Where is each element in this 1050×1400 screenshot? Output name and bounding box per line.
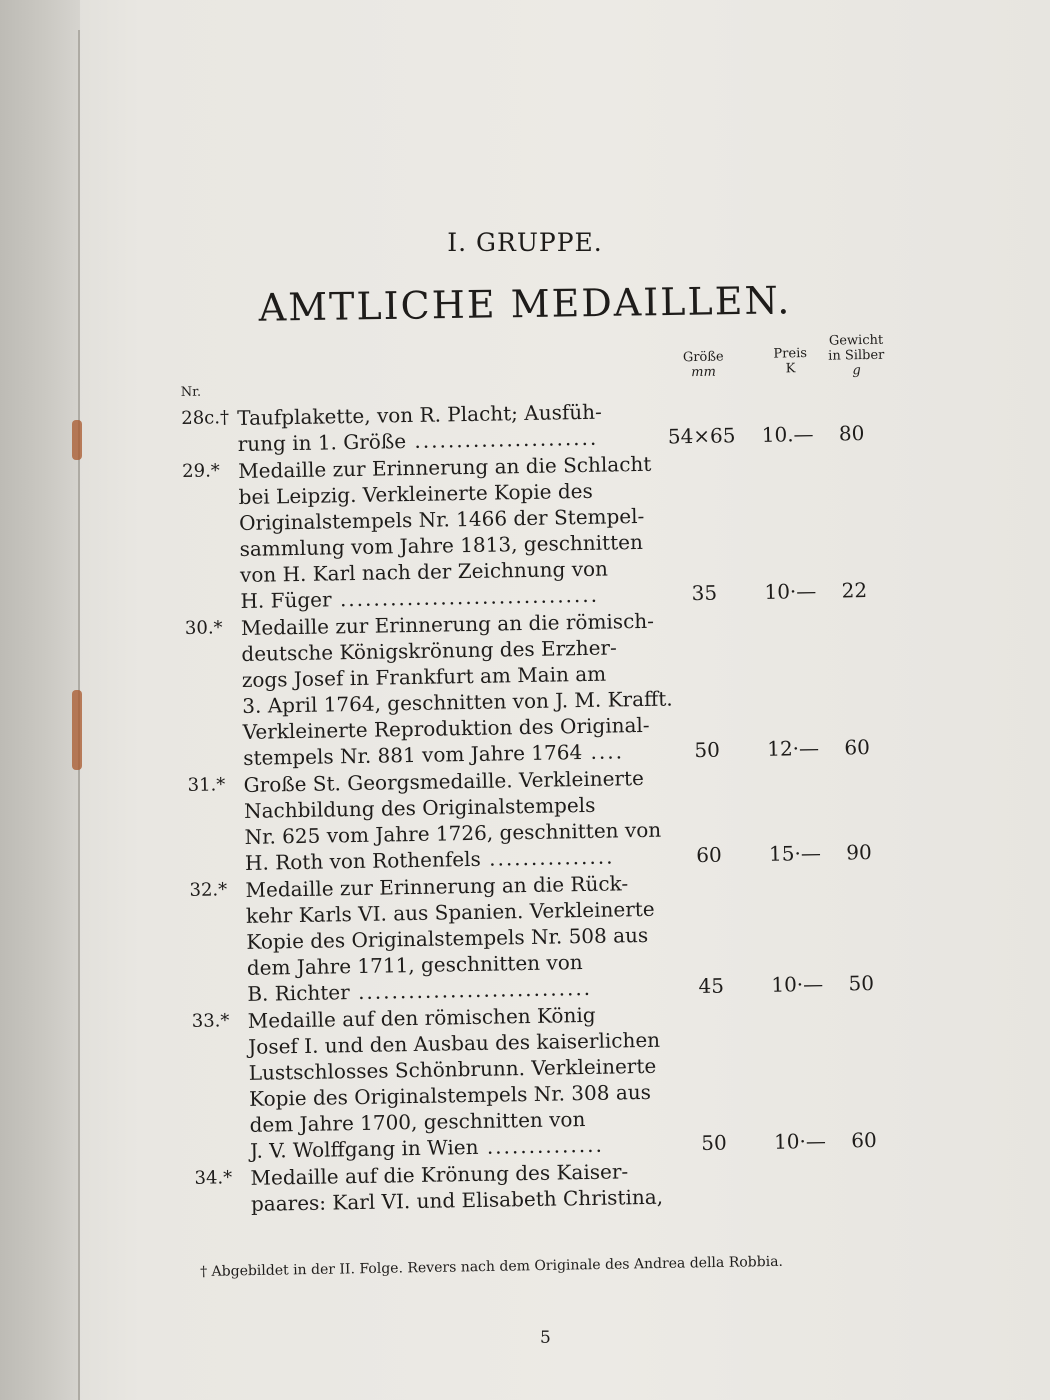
value-preis: 12·— (767, 735, 820, 761)
section-title: AMTLICHE MEDAILLEN. (258, 278, 792, 330)
entry-text-line: Kopie des Originalstempels Nr. 508 aus (246, 922, 649, 954)
value-preis: 10·— (771, 971, 824, 997)
entry-text-line: zogs Josef in Frankfurt am Main am (241, 661, 607, 692)
rust-stain (72, 690, 82, 770)
column-headers (180, 332, 901, 405)
value-preis: 10.— (761, 421, 814, 447)
leader-dots: ...................... (405, 425, 599, 454)
entry-number: 30.* (184, 617, 223, 639)
value-preis: 10·— (764, 578, 817, 604)
value-gewicht: 50 (848, 970, 875, 996)
list-item (194, 1157, 676, 1217)
entry-number: 31.* (187, 774, 226, 796)
left-page-edge (0, 0, 80, 1400)
entry-text-line: Nachbildung des Originalstempels (243, 792, 596, 823)
entry-text-line: Originalstempels Nr. 1466 der Stempel- (238, 503, 645, 535)
entry-text-line: Taufplakette, von R. Placht; Ausfüh- (237, 399, 602, 431)
entry-text-line: H. Roth von Rothenfels (244, 846, 481, 875)
value-groesse: 45 (698, 973, 725, 999)
entry-text-line: Verkleinerte Reproduktion des Original- (242, 712, 650, 744)
footnote: † Abgebildet in der II. Folge. Revers nach dem Originale des Andrea della Robbia. (200, 1253, 784, 1280)
entry-text-line: Große St. Georgsmedaille. Verkleinerte (243, 765, 645, 797)
value-gewicht: 60 (851, 1127, 877, 1153)
entries-list (181, 393, 915, 1217)
entry-number: 28c.† (181, 407, 230, 429)
header-gewicht: Gewicht in Silber g (828, 332, 885, 379)
entry-number: 34.* (194, 1167, 233, 1189)
entry-text-line: H. Füger (240, 587, 332, 613)
entry-text-line: kehr Karls VI. aus Spanien. Verkleinerte (245, 896, 655, 928)
leader-dots: ............... (480, 844, 615, 871)
leader-dots: .... (581, 739, 625, 765)
value-gewicht: 90 (846, 840, 872, 865)
entry-text-line: Medaille zur Erinnerung an die Schlacht (237, 451, 652, 484)
list-item (191, 1001, 877, 1165)
header-nr: Nr. (180, 384, 202, 400)
list-item (181, 398, 865, 458)
page-number: 5 (540, 1328, 551, 1348)
entry-text-line: rung in 1. Größe (237, 429, 407, 457)
entry-text-line: Lustschlosses Schönbrunn. Verkleinerte (248, 1053, 657, 1085)
entry-text-line: deutsche Königskrönung des Erzher- (241, 635, 617, 666)
entry-text-line: Medaille auf die Krönung des Kaiser- (250, 1159, 629, 1190)
entry-text-line: stempels Nr. 881 vom Jahre 1764 (243, 740, 583, 770)
entry-text-line: Nr. 625 vom Jahre 1726, geschnitten von (244, 817, 662, 849)
header-groesse: Größe mm (682, 349, 724, 381)
entry-text-line: Josef I. und den Ausbau des kaiserlichen (248, 1027, 661, 1059)
value-gewicht: 60 (844, 735, 871, 760)
entry-text-line: dem Jahre 1700, geschnitten von (249, 1107, 586, 1137)
entry-number: 32.* (189, 879, 228, 901)
entry-text-line: bei Leipzig. Verkleinerte Kopie des (238, 478, 593, 509)
entry-text-line: Medaille zur Erinnerung an die römisch- (240, 608, 655, 640)
value-gewicht: 80 (838, 421, 865, 446)
entry-text-line: sammlung vom Jahre 1813, geschnitten (239, 529, 644, 561)
entry-text-line: Medaille auf den römischen König (247, 1002, 596, 1033)
value-preis: 15·— (768, 840, 822, 866)
entry-text-line: von H. Karl nach der Zeichnung von (239, 556, 609, 587)
entry-text-line: dem Jahre 1711, geschnitten von (246, 950, 583, 980)
entry-text-line: Medaille zur Erinnerung an die Rück- (245, 871, 629, 902)
price-list (180, 332, 915, 1217)
leader-dots: .............. (478, 1132, 605, 1159)
value-groesse: 50 (701, 1130, 727, 1156)
entry-text-line: 3. April 1764, geschnitten von J. M. Krafft. (242, 686, 673, 718)
entry-text-line: J. V. Wolffgang in Wien (249, 1134, 479, 1163)
list-item (184, 608, 871, 772)
entry-number: 29.* (182, 460, 221, 482)
value-gewicht: 22 (841, 578, 868, 603)
list-item (187, 765, 872, 877)
entry-text-line: Kopie des Originalstempels Nr. 308 aus (248, 1079, 652, 1111)
value-preis: 10·— (773, 1128, 827, 1154)
entry-text-line: B. Richter (247, 980, 350, 1006)
value-groesse: 35 (691, 580, 718, 606)
value-groesse: 50 (694, 737, 721, 763)
entry-number: 33.* (191, 1010, 230, 1032)
group-heading: I. GRUPPE. (447, 228, 603, 257)
value-groesse: 60 (696, 842, 722, 868)
list-item (189, 870, 875, 1008)
entry-text-line: paares: Karl VI. und Elisabeth Christina, (250, 1184, 664, 1216)
value-groesse: 54×65 (667, 423, 736, 449)
rust-stain (72, 420, 82, 460)
list-item (182, 451, 868, 615)
leader-dots: ............................ (349, 975, 593, 1005)
header-preis: Preis K (773, 346, 808, 377)
leader-dots: ............................... (331, 582, 600, 612)
